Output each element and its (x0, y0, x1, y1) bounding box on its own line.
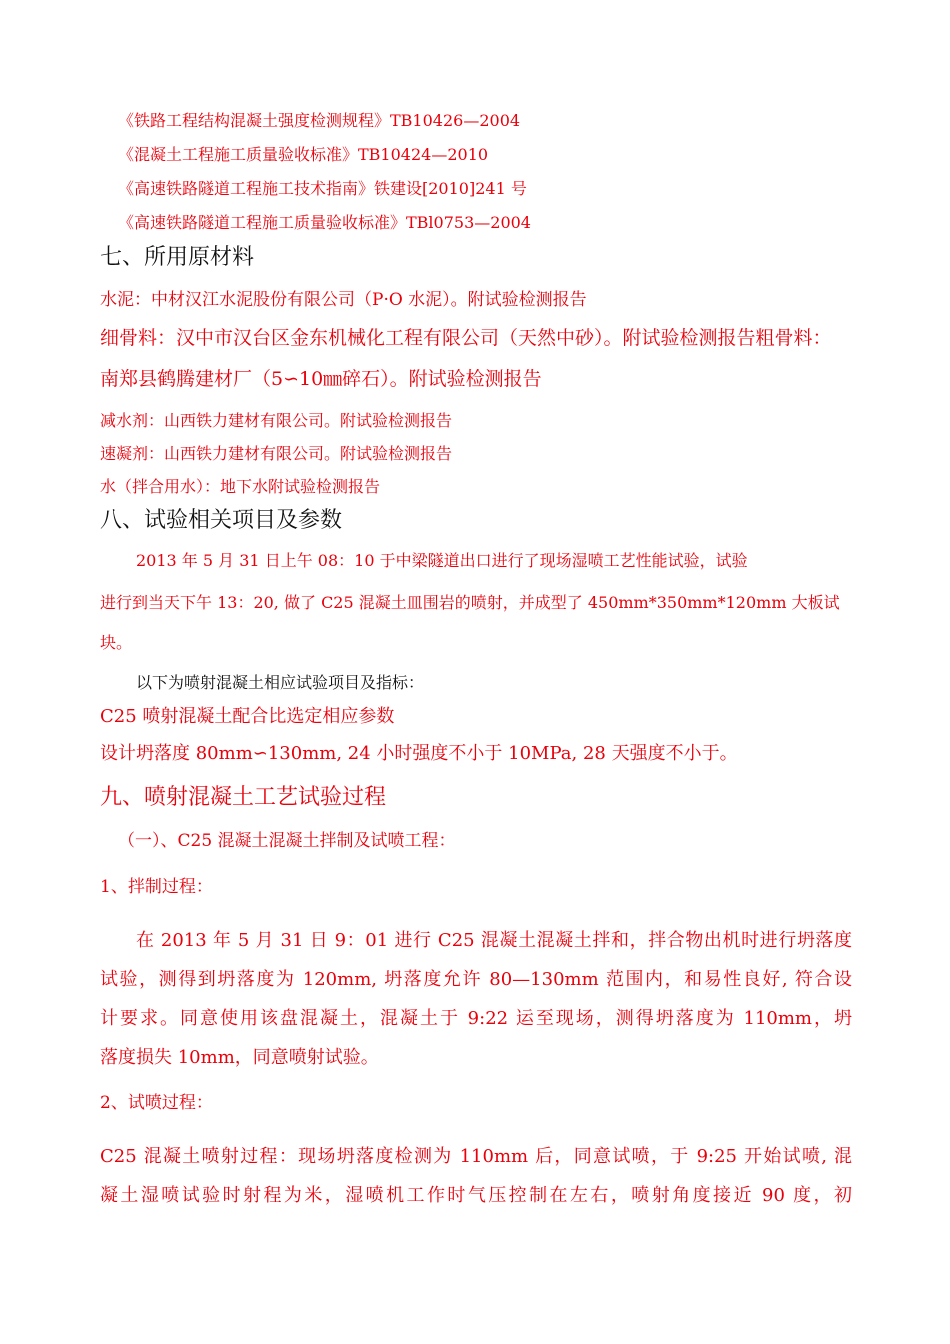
mix-parameters-title: C25 喷射混凝土配合比选定相应参数 (100, 706, 395, 727)
standard-item: 《高速铁路隧道工程施工技术指南》铁建设[2010]241 号 (118, 179, 527, 198)
material-cement: 水泥：中材汉江水泥股份有限公司（P·O 水泥）。附试验检测报告 (100, 290, 587, 310)
paragraph-line: 落度损失 10mm，同意喷射试验。 (100, 1047, 379, 1068)
test-items-intro: 以下为喷射混凝土相应试验项目及指标： (136, 673, 425, 692)
paragraph-line: 试验，测得到坍落度为 120mm, 坍落度允许 80—130mm 范围内，和易性良好, 符合设 (100, 969, 852, 990)
standard-item: 《铁路工程结构混凝土强度检测规程》TB10426—2004 (118, 111, 521, 130)
material-accelerator: 速凝剂：山西铁力建材有限公司。附试验检测报告 (100, 444, 453, 463)
paragraph-line: 计要求。同意使用该盘混凝土，混凝土于 9:22 运至现场，测得坍落度为 110mm，坍 (100, 1008, 852, 1029)
subsection-title: （一）、C25 混凝土混凝土拌制及试喷工程： (118, 831, 456, 851)
standard-item: 《高速铁路隧道工程施工质量验收标准》TBl0753—2004 (118, 213, 531, 232)
paragraph-line: C25 混凝土喷射过程：现场坍落度检测为 110mm 后，同意试喷，于 9:25 开始试喷, 混 (100, 1146, 852, 1167)
material-coarse-aggregate: 南郑县鹤腾建材厂（5∽10㎜碎石）。附试验检测报告 (100, 368, 542, 390)
material-fine-aggregate: 细骨料：汉中市汉台区金东机械化工程有限公司（天然中砂）。附试验检测报告粗骨料： (100, 327, 832, 349)
design-requirements: 设计坍落度 80mm∽130mm, 24 小时强度不小于 10MPa, 28 天强度不小于。 (100, 743, 738, 764)
paragraph-line: 凝土湿喷试验时射程为米，湿喷机工作时气压控制在左右，喷射角度接近 90 度，初 (100, 1185, 852, 1206)
paragraph-line: 在 2013 年 5 月 31 日 9：01 进行 C25 混凝土混凝土拌和，拌合物出机时进行坍落度 (136, 930, 852, 951)
section-heading-process: 九、喷射混凝土工艺试验过程 (100, 785, 387, 810)
paragraph-line: 进行到当天下午 13：20, 做了 C25 混凝土皿围岩的喷射，并成型了 450mm*350mm*120mm 大板试 (100, 593, 840, 612)
paragraph-line: 2013 年 5 月 31 日上午 08：10 于中梁隧道出口进行了现场湿喷工艺性能试验，试验 (136, 551, 748, 570)
paragraph-line: 块。 (100, 633, 133, 652)
section-heading-materials: 七、所用原材料 (100, 245, 255, 270)
section-heading-parameters: 八、试验相关项目及参数 (100, 508, 343, 533)
material-water: 水（拌合用水）：地下水附试验检测报告 (100, 477, 381, 496)
material-water-reducer: 减水剂：山西铁力建材有限公司。附试验检测报告 (100, 411, 453, 430)
spray-process-title: 2、试喷过程： (100, 1093, 213, 1113)
standard-item: 《混凝土工程施工质量验收标准》TB10424—2010 (118, 145, 489, 164)
mixing-process-title: 1、拌制过程： (100, 877, 213, 897)
